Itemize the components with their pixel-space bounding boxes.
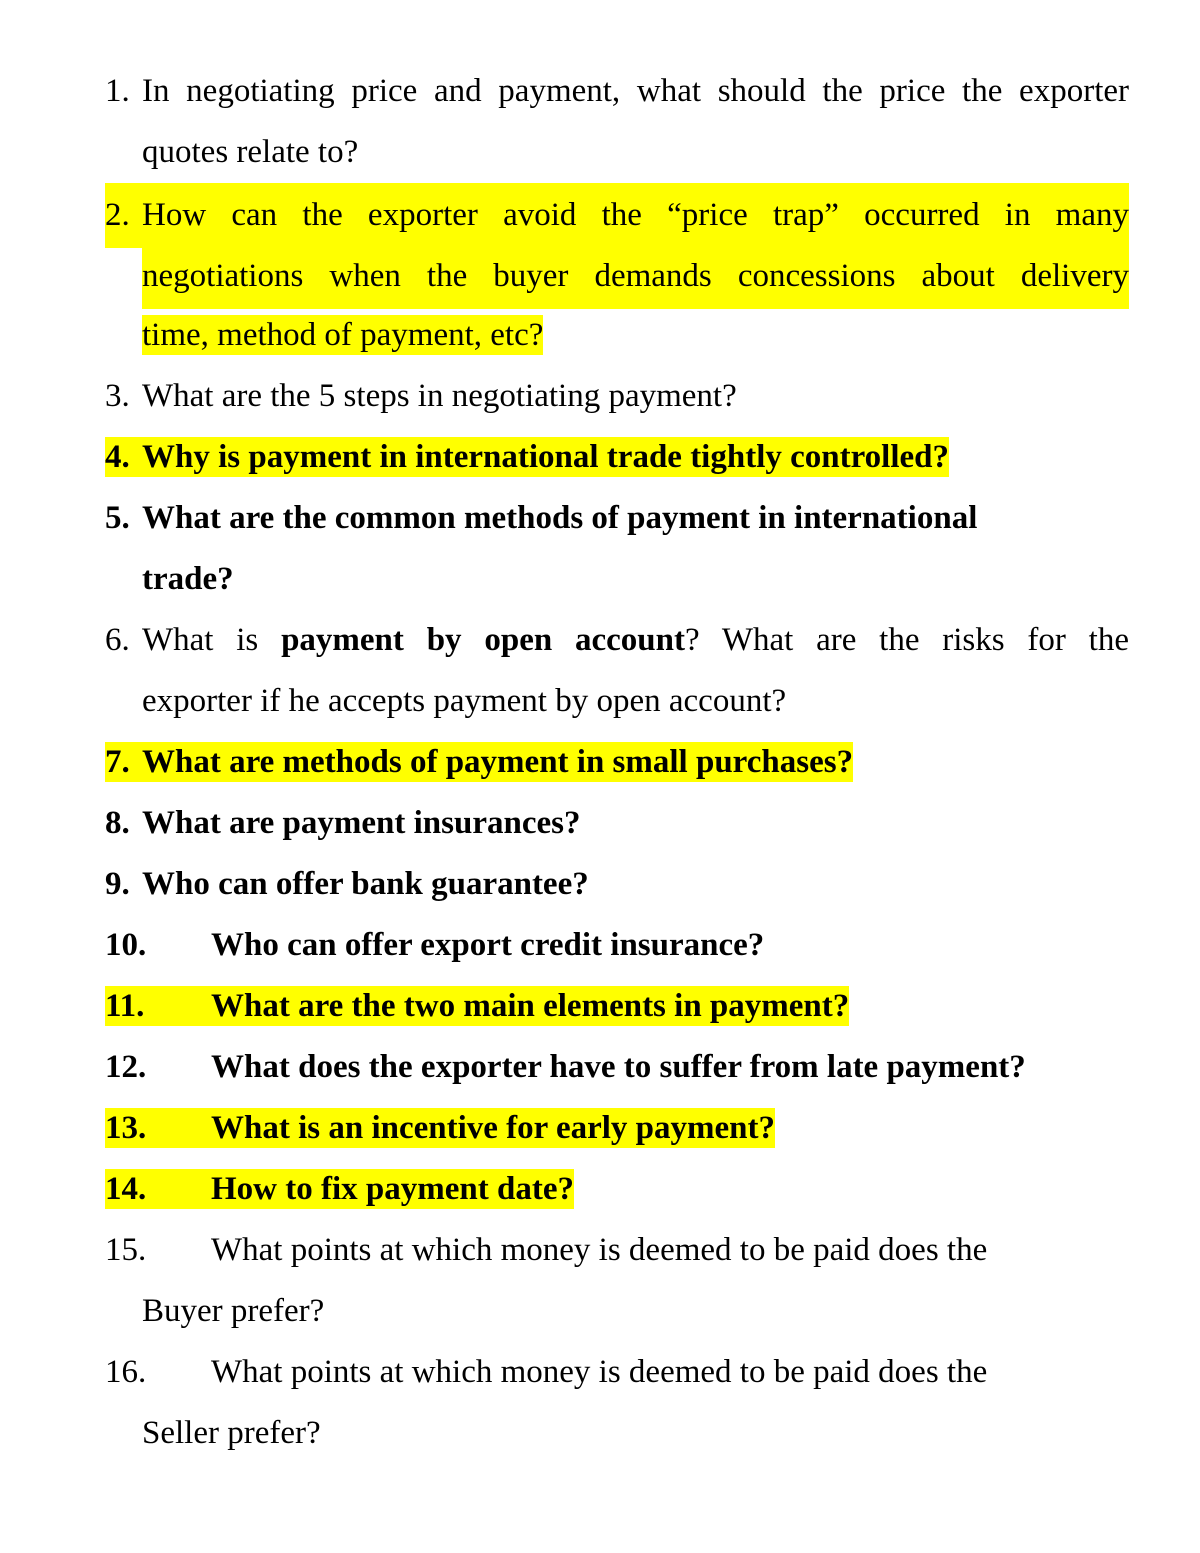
- question-text: What points at which money is deemed to be paid does the: [211, 1354, 988, 1390]
- question-text: negotiations when the buyer demands concessions about delivery: [142, 244, 1129, 309]
- question-text: How can the exporter avoid the “price trap” occurred in many: [142, 197, 1129, 233]
- question-5: [105, 488, 1129, 610]
- question-2: [105, 183, 1129, 366]
- question-line: [105, 793, 1129, 854]
- question-9: [105, 854, 1129, 915]
- question-line: [105, 915, 1129, 976]
- question-text: ? What are the risks for the: [684, 622, 1129, 658]
- question-line: [105, 183, 1129, 244]
- question-number: 14.: [105, 1171, 147, 1207]
- question-number: 2.: [105, 197, 130, 233]
- question-text: What are methods of payment in small purchases?: [142, 744, 854, 780]
- question-text-bold: payment by open account: [281, 622, 685, 658]
- question-line: [105, 427, 1129, 488]
- question-15: [105, 1220, 1129, 1342]
- question-text: What is: [142, 622, 282, 658]
- question-text: How to fix payment date?: [211, 1171, 574, 1207]
- question-8: [105, 793, 1129, 854]
- question-line: [105, 244, 1129, 305]
- question-number: 5.: [105, 500, 130, 536]
- question-text: Why is payment in international trade tightly controlled?: [142, 439, 949, 475]
- question-line: [105, 488, 1129, 549]
- question-text: What points at which money is deemed to be paid does the: [211, 1232, 988, 1268]
- question-10: [105, 915, 1129, 976]
- question-14: [105, 1159, 1129, 1220]
- question-text: What are the two main elements in payment?: [211, 988, 850, 1024]
- highlight: [105, 437, 949, 477]
- question-line: [105, 732, 1129, 793]
- question-line: [105, 61, 1129, 122]
- question-line: [105, 854, 1129, 915]
- question-12: [105, 1037, 1129, 1098]
- question-number: 4.: [105, 439, 130, 475]
- question-3: [105, 366, 1129, 427]
- highlight: [105, 183, 1129, 248]
- question-1: [105, 61, 1129, 183]
- question-number: 3.: [105, 378, 130, 414]
- question-text: Seller prefer?: [142, 1415, 321, 1451]
- question-text: time, method of payment, etc?: [142, 317, 544, 353]
- question-text: Who can offer export credit insurance?: [211, 927, 765, 963]
- highlight: [105, 742, 853, 782]
- question-number: 8.: [105, 805, 130, 841]
- question-number: 13.: [105, 1110, 147, 1146]
- question-11: [105, 976, 1129, 1037]
- question-text: trade?: [142, 561, 234, 597]
- question-line: [105, 366, 1129, 427]
- question-number: 16.: [105, 1354, 147, 1390]
- question-line: [105, 305, 1129, 366]
- question-text: What are payment insurances?: [142, 805, 581, 841]
- highlight: [105, 986, 849, 1026]
- question-text: What does the exporter have to suffer from late payment?: [211, 1049, 1026, 1085]
- question-line: [105, 1159, 1129, 1220]
- question-line: [105, 610, 1129, 671]
- highlight: [105, 1108, 775, 1148]
- question-text: What are the common methods of payment in international: [142, 500, 978, 536]
- question-7: [105, 732, 1129, 793]
- question-text: What is an incentive for early payment?: [211, 1110, 776, 1146]
- question-text: quotes relate to?: [142, 134, 359, 170]
- question-line: [105, 1098, 1129, 1159]
- question-number: 15.: [105, 1232, 147, 1268]
- question-13: [105, 1098, 1129, 1159]
- question-number: 11.: [105, 988, 145, 1024]
- question-line: [105, 1037, 1129, 1098]
- question-text: What are the 5 steps in negotiating payment?: [142, 378, 737, 414]
- question-text: Buyer prefer?: [142, 1293, 325, 1329]
- question-number: 6.: [105, 622, 130, 658]
- question-number: 10.: [105, 927, 147, 963]
- question-text: In negotiating price and payment, what should the price the exporter: [142, 73, 1129, 109]
- question-text: exporter if he accepts payment by open account?: [142, 683, 787, 719]
- question-6: [105, 610, 1129, 732]
- question-line: [105, 1220, 1129, 1281]
- question-4: [105, 427, 1129, 488]
- question-number: 1.: [105, 73, 130, 109]
- question-16: [105, 1342, 1129, 1464]
- question-number: 7.: [105, 744, 130, 780]
- question-line: [105, 976, 1129, 1037]
- question-number: 9.: [105, 866, 130, 902]
- highlight: [105, 1169, 574, 1209]
- question-number: 12.: [105, 1049, 147, 1085]
- question-line: [105, 1342, 1129, 1403]
- question-text: Who can offer bank guarantee?: [142, 866, 589, 902]
